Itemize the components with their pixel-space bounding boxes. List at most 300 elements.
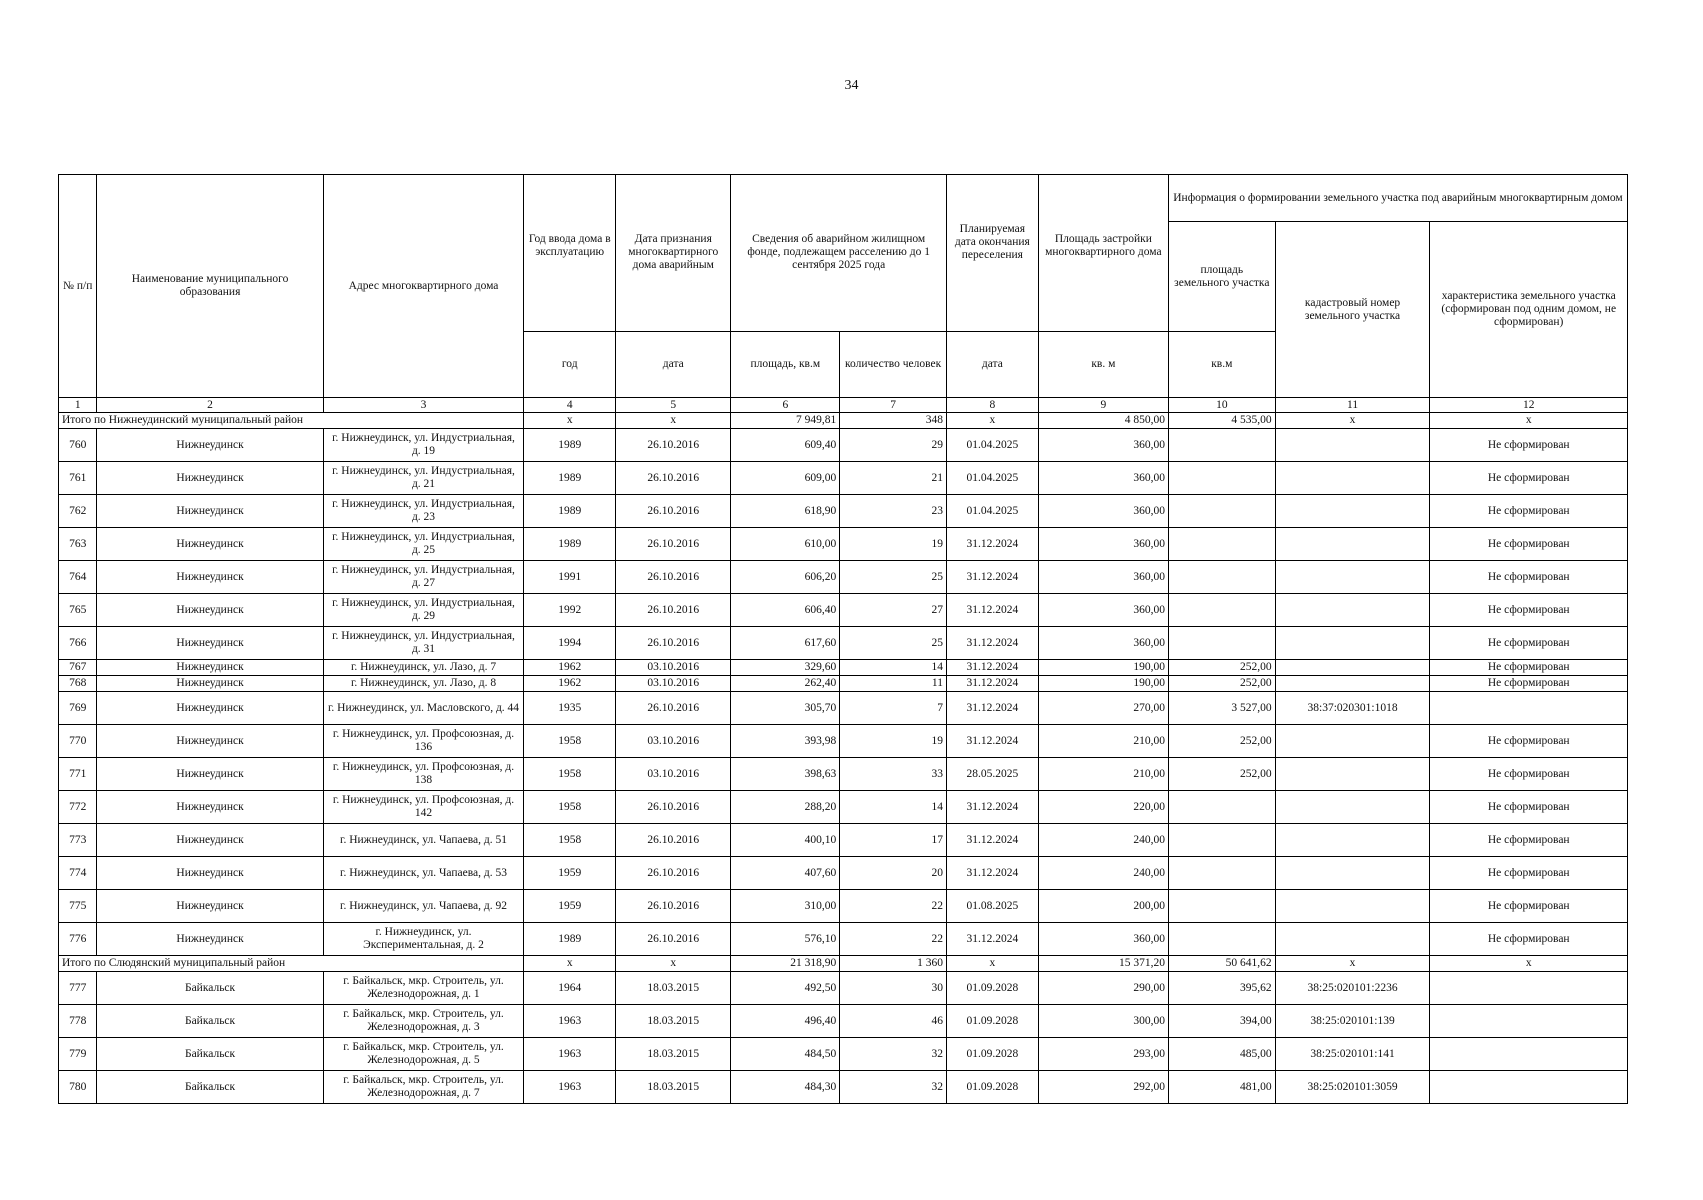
row-municipality: Нижнеудинск	[97, 561, 323, 594]
row-number: 770	[59, 725, 97, 758]
row-building-area: 293,00	[1038, 1038, 1168, 1071]
row-year: 1963	[524, 1005, 616, 1038]
table-row	[59, 594, 1628, 627]
row-land-area: 395,62	[1168, 972, 1275, 1005]
row-building-area: 360,00	[1038, 429, 1168, 462]
header-unit-people: количество человек	[840, 332, 947, 398]
row-number: 780	[59, 1071, 97, 1104]
row-cadastral	[1275, 627, 1430, 660]
row-land-char	[1430, 1005, 1628, 1038]
row-people: 33	[840, 758, 947, 791]
header-housing-info: Сведения об аварийном жилищном фонде, подлежащем расселению до 1 сентября 2025 года	[731, 175, 947, 332]
header-land-info: Информация о формировании земельного участка под аварийным многоквартирным домом	[1168, 175, 1627, 222]
row-area: 398,63	[731, 758, 840, 791]
row-land-area: 485,00	[1168, 1038, 1275, 1071]
row-planned-date: 31.12.2024	[946, 594, 1038, 627]
row-planned-date: 28.05.2025	[946, 758, 1038, 791]
total-build-area: 4 850,00	[1038, 413, 1168, 429]
total-date: x	[616, 413, 731, 429]
row-date: 26.10.2016	[616, 627, 731, 660]
row-building-area: 290,00	[1038, 972, 1168, 1005]
row-building-area: 360,00	[1038, 923, 1168, 956]
row-people: 11	[840, 676, 947, 692]
row-year: 1989	[524, 462, 616, 495]
row-year: 1962	[524, 676, 616, 692]
header-address: Адрес многоквартирного дома	[323, 175, 524, 398]
row-people: 32	[840, 1071, 947, 1104]
row-number: 763	[59, 528, 97, 561]
total-cadastral: x	[1275, 956, 1430, 972]
row-year: 1994	[524, 627, 616, 660]
row-people: 25	[840, 627, 947, 660]
row-date: 26.10.2016	[616, 692, 731, 725]
row-land-area: 252,00	[1168, 725, 1275, 758]
row-year: 1963	[524, 1038, 616, 1071]
row-planned-date: 01.09.2028	[946, 972, 1038, 1005]
row-municipality: Нижнеудинск	[97, 857, 323, 890]
total-area: 21 318,90	[731, 956, 840, 972]
row-people: 19	[840, 725, 947, 758]
row-year: 1959	[524, 857, 616, 890]
row-area: 262,40	[731, 676, 840, 692]
row-people: 46	[840, 1005, 947, 1038]
row-municipality: Нижнеудинск	[97, 923, 323, 956]
row-people: 20	[840, 857, 947, 890]
col-number: 10	[1168, 398, 1275, 413]
row-cadastral	[1275, 758, 1430, 791]
row-cadastral	[1275, 495, 1430, 528]
row-year: 1989	[524, 495, 616, 528]
row-municipality: Нижнеудинск	[97, 429, 323, 462]
row-people: 17	[840, 824, 947, 857]
row-address: г. Нижнеудинск, ул. Чапаева, д. 92	[323, 890, 524, 923]
row-cadastral	[1275, 429, 1430, 462]
row-number: 775	[59, 890, 97, 923]
row-municipality: Байкальск	[97, 1038, 323, 1071]
row-number: 774	[59, 857, 97, 890]
row-municipality: Нижнеудинск	[97, 791, 323, 824]
row-land-char: Не сформирован	[1430, 561, 1628, 594]
row-land-area: 481,00	[1168, 1071, 1275, 1104]
table-row	[59, 857, 1628, 890]
row-year: 1958	[524, 791, 616, 824]
row-address: г. Нижнеудинск, ул. Индустриальная, д. 19	[323, 429, 524, 462]
row-planned-date: 31.12.2024	[946, 824, 1038, 857]
emergency-housing-table	[58, 174, 1628, 1104]
row-area: 606,40	[731, 594, 840, 627]
row-year: 1989	[524, 429, 616, 462]
col-number: 8	[946, 398, 1038, 413]
row-land-area: 394,00	[1168, 1005, 1275, 1038]
row-land-char: Не сформирован	[1430, 824, 1628, 857]
row-land-area	[1168, 890, 1275, 923]
row-date: 26.10.2016	[616, 923, 731, 956]
row-land-area	[1168, 528, 1275, 561]
row-cadastral: 38:25:020101:141	[1275, 1038, 1430, 1071]
row-planned-date: 31.12.2024	[946, 692, 1038, 725]
row-date: 18.03.2015	[616, 972, 731, 1005]
row-land-area	[1168, 791, 1275, 824]
row-land-char: Не сформирован	[1430, 627, 1628, 660]
row-address: г. Нижнеудинск, ул. Индустриальная, д. 27	[323, 561, 524, 594]
row-area: 400,10	[731, 824, 840, 857]
row-year: 1989	[524, 528, 616, 561]
table-row	[59, 824, 1628, 857]
row-cadastral	[1275, 725, 1430, 758]
total-label: Итого по Слюдянский муниципальный район	[59, 956, 524, 972]
row-building-area: 210,00	[1038, 758, 1168, 791]
row-people: 27	[840, 594, 947, 627]
row-building-area: 360,00	[1038, 594, 1168, 627]
row-year: 1992	[524, 594, 616, 627]
header-building-area: Площадь застройки многоквартирного дома	[1038, 175, 1168, 332]
row-cadastral: 38:25:020101:3059	[1275, 1071, 1430, 1104]
row-people: 29	[840, 429, 947, 462]
row-municipality: Нижнеудинск	[97, 495, 323, 528]
row-planned-date: 31.12.2024	[946, 561, 1038, 594]
row-cadastral	[1275, 791, 1430, 824]
row-land-char: Не сформирован	[1430, 857, 1628, 890]
col-number: 12	[1430, 398, 1628, 413]
row-building-area: 292,00	[1038, 1071, 1168, 1104]
row-address: г. Нижнеудинск, ул. Чапаева, д. 53	[323, 857, 524, 890]
row-land-area	[1168, 594, 1275, 627]
row-people: 23	[840, 495, 947, 528]
row-municipality: Нижнеудинск	[97, 462, 323, 495]
total-land-area: 50 641,62	[1168, 956, 1275, 972]
row-number: 764	[59, 561, 97, 594]
row-planned-date: 31.12.2024	[946, 676, 1038, 692]
row-land-char: Не сформирован	[1430, 660, 1628, 676]
header-unit-date: дата	[616, 332, 731, 398]
row-date: 26.10.2016	[616, 561, 731, 594]
row-cadastral	[1275, 890, 1430, 923]
row-area: 492,50	[731, 972, 840, 1005]
row-municipality: Нижнеудинск	[97, 758, 323, 791]
row-number: 760	[59, 429, 97, 462]
row-land-area	[1168, 923, 1275, 956]
row-cadastral	[1275, 462, 1430, 495]
row-area: 576,10	[731, 923, 840, 956]
row-municipality: Нижнеудинск	[97, 594, 323, 627]
row-number: 765	[59, 594, 97, 627]
row-planned-date: 31.12.2024	[946, 791, 1038, 824]
row-date: 03.10.2016	[616, 676, 731, 692]
row-cadastral: 38:37:020301:1018	[1275, 692, 1430, 725]
row-planned-date: 31.12.2024	[946, 923, 1038, 956]
row-people: 14	[840, 660, 947, 676]
row-planned-date: 31.12.2024	[946, 627, 1038, 660]
row-area: 609,40	[731, 429, 840, 462]
table-row	[59, 676, 1628, 692]
total-cadastral: x	[1275, 413, 1430, 429]
row-building-area: 200,00	[1038, 890, 1168, 923]
row-address: г. Нижнеудинск, ул. Индустриальная, д. 25	[323, 528, 524, 561]
col-number: 7	[840, 398, 947, 413]
row-land-char: Не сформирован	[1430, 429, 1628, 462]
row-area: 484,30	[731, 1071, 840, 1104]
row-land-area	[1168, 857, 1275, 890]
row-number: 766	[59, 627, 97, 660]
row-municipality: Нижнеудинск	[97, 692, 323, 725]
table-row	[59, 890, 1628, 923]
row-address: г. Байкальск, мкр. Строитель, ул. Железнодорожная, д. 1	[323, 972, 524, 1005]
row-municipality: Нижнеудинск	[97, 676, 323, 692]
row-municipality: Нижнеудинск	[97, 528, 323, 561]
row-building-area: 360,00	[1038, 561, 1168, 594]
header-municipality: Наименование муниципального образования	[97, 175, 323, 398]
row-number: 767	[59, 660, 97, 676]
table-row	[59, 528, 1628, 561]
column-numbers-row	[59, 398, 1628, 413]
row-people: 30	[840, 972, 947, 1005]
row-address: г. Нижнеудинск, ул. Профсоюзная, д. 142	[323, 791, 524, 824]
row-date: 26.10.2016	[616, 462, 731, 495]
section-total-row	[59, 956, 1628, 972]
header-unit-date2: дата	[946, 332, 1038, 398]
row-building-area: 270,00	[1038, 692, 1168, 725]
row-address: г. Нижнеудинск, ул. Масловского, д. 44	[323, 692, 524, 725]
table-row	[59, 462, 1628, 495]
row-year: 1958	[524, 824, 616, 857]
row-land-char: Не сформирован	[1430, 923, 1628, 956]
row-area: 609,00	[731, 462, 840, 495]
total-char: x	[1430, 413, 1628, 429]
total-label: Итого по Нижнеудинский муниципальный район	[59, 413, 524, 429]
row-number: 771	[59, 758, 97, 791]
row-year: 1935	[524, 692, 616, 725]
row-municipality: Нижнеудинск	[97, 824, 323, 857]
table-row	[59, 923, 1628, 956]
row-area: 310,00	[731, 890, 840, 923]
total-planned: x	[946, 956, 1038, 972]
row-planned-date: 01.04.2025	[946, 429, 1038, 462]
row-planned-date: 01.04.2025	[946, 462, 1038, 495]
row-people: 25	[840, 561, 947, 594]
row-land-char: Не сформирован	[1430, 725, 1628, 758]
row-date: 18.03.2015	[616, 1038, 731, 1071]
row-municipality: Байкальск	[97, 972, 323, 1005]
table-body	[59, 413, 1628, 1104]
table-row	[59, 660, 1628, 676]
row-year: 1962	[524, 660, 616, 676]
row-planned-date: 31.12.2024	[946, 725, 1038, 758]
row-date: 03.10.2016	[616, 725, 731, 758]
row-cadastral	[1275, 561, 1430, 594]
row-cadastral: 38:25:020101:139	[1275, 1005, 1430, 1038]
row-address: г. Нижнеудинск, ул. Индустриальная, д. 21	[323, 462, 524, 495]
row-area: 606,20	[731, 561, 840, 594]
total-char: x	[1430, 956, 1628, 972]
row-area: 610,00	[731, 528, 840, 561]
row-people: 22	[840, 890, 947, 923]
row-year: 1991	[524, 561, 616, 594]
row-building-area: 210,00	[1038, 725, 1168, 758]
header-land-char: характеристика земельного участка (сформирован под одним домом, не сформирован)	[1430, 222, 1628, 398]
total-date: x	[616, 956, 731, 972]
row-people: 14	[840, 791, 947, 824]
row-date: 03.10.2016	[616, 758, 731, 791]
col-number: 2	[97, 398, 323, 413]
row-area: 288,20	[731, 791, 840, 824]
table-row	[59, 561, 1628, 594]
row-municipality: Байкальск	[97, 1071, 323, 1104]
col-number: 1	[59, 398, 97, 413]
row-area: 484,50	[731, 1038, 840, 1071]
header-cadastral: кадастровый номер земельного участка	[1275, 222, 1430, 398]
row-land-area: 252,00	[1168, 758, 1275, 791]
total-land-area: 4 535,00	[1168, 413, 1275, 429]
row-number: 762	[59, 495, 97, 528]
row-land-char	[1430, 1038, 1628, 1071]
row-land-char: Не сформирован	[1430, 528, 1628, 561]
row-date: 26.10.2016	[616, 857, 731, 890]
row-area: 393,98	[731, 725, 840, 758]
row-year: 1989	[524, 923, 616, 956]
row-planned-date: 01.09.2028	[946, 1005, 1038, 1038]
header-year-built: Год ввода дома в эксплуатацию	[524, 175, 616, 332]
table-row	[59, 495, 1628, 528]
row-cadastral	[1275, 857, 1430, 890]
row-land-area: 252,00	[1168, 676, 1275, 692]
row-land-area	[1168, 429, 1275, 462]
row-cadastral	[1275, 923, 1430, 956]
col-number: 11	[1275, 398, 1430, 413]
total-planned: x	[946, 413, 1038, 429]
row-building-area: 220,00	[1038, 791, 1168, 824]
row-planned-date: 31.12.2024	[946, 857, 1038, 890]
row-year: 1958	[524, 725, 616, 758]
row-cadastral	[1275, 594, 1430, 627]
row-land-area: 3 527,00	[1168, 692, 1275, 725]
row-building-area: 360,00	[1038, 495, 1168, 528]
row-cadastral	[1275, 660, 1430, 676]
row-address: г. Байкальск, мкр. Строитель, ул. Железнодорожная, д. 3	[323, 1005, 524, 1038]
row-planned-date: 01.04.2025	[946, 495, 1038, 528]
total-year: x	[524, 413, 616, 429]
row-municipality: Нижнеудинск	[97, 660, 323, 676]
row-land-char: Не сформирован	[1430, 495, 1628, 528]
header-unit-area: площадь, кв.м	[731, 332, 840, 398]
row-year: 1963	[524, 1071, 616, 1104]
row-number: 769	[59, 692, 97, 725]
row-address: г. Нижнеудинск, ул. Экспериментальная, д. 2	[323, 923, 524, 956]
row-date: 26.10.2016	[616, 594, 731, 627]
col-number: 6	[731, 398, 840, 413]
row-people: 22	[840, 923, 947, 956]
row-people: 19	[840, 528, 947, 561]
row-date: 26.10.2016	[616, 528, 731, 561]
row-building-area: 240,00	[1038, 824, 1168, 857]
row-date: 26.10.2016	[616, 791, 731, 824]
total-people: 1 360	[840, 956, 947, 972]
row-number: 772	[59, 791, 97, 824]
row-building-area: 360,00	[1038, 462, 1168, 495]
col-number: 5	[616, 398, 731, 413]
header-date-recognized: Дата признания многоквартирного дома аварийным	[616, 175, 731, 332]
row-building-area: 360,00	[1038, 627, 1168, 660]
row-date: 26.10.2016	[616, 429, 731, 462]
row-date: 18.03.2015	[616, 1005, 731, 1038]
row-cadastral: 38:25:020101:2236	[1275, 972, 1430, 1005]
row-date: 03.10.2016	[616, 660, 731, 676]
row-year: 1964	[524, 972, 616, 1005]
header-unit-kvm2: кв.м	[1168, 332, 1275, 398]
table-row	[59, 429, 1628, 462]
table-row	[59, 791, 1628, 824]
total-people: 348	[840, 413, 947, 429]
table-row	[59, 1071, 1628, 1104]
row-building-area: 190,00	[1038, 660, 1168, 676]
table-row	[59, 725, 1628, 758]
row-land-area	[1168, 495, 1275, 528]
row-people: 7	[840, 692, 947, 725]
table-row	[59, 972, 1628, 1005]
row-number: 773	[59, 824, 97, 857]
row-address: г. Нижнеудинск, ул. Чапаева, д. 51	[323, 824, 524, 857]
row-land-char: Не сформирован	[1430, 758, 1628, 791]
row-planned-date: 31.12.2024	[946, 528, 1038, 561]
row-address: г. Нижнеудинск, ул. Индустриальная, д. 29	[323, 594, 524, 627]
table-row	[59, 1038, 1628, 1071]
row-address: г. Байкальск, мкр. Строитель, ул. Железнодорожная, д. 7	[323, 1071, 524, 1104]
row-planned-date: 01.09.2028	[946, 1071, 1038, 1104]
table-row	[59, 758, 1628, 791]
row-number: 776	[59, 923, 97, 956]
row-cadastral	[1275, 824, 1430, 857]
row-building-area: 360,00	[1038, 528, 1168, 561]
total-year: x	[524, 956, 616, 972]
row-address: г. Нижнеудинск, ул. Профсоюзная, д. 136	[323, 725, 524, 758]
row-area: 305,70	[731, 692, 840, 725]
row-land-char: Не сформирован	[1430, 791, 1628, 824]
row-area: 329,60	[731, 660, 840, 676]
row-municipality: Нижнеудинск	[97, 725, 323, 758]
row-cadastral	[1275, 676, 1430, 692]
row-land-char	[1430, 1071, 1628, 1104]
row-land-area: 252,00	[1168, 660, 1275, 676]
row-address: г. Нижнеудинск, ул. Лазо, д. 8	[323, 676, 524, 692]
row-land-char: Не сформирован	[1430, 462, 1628, 495]
row-number: 779	[59, 1038, 97, 1071]
row-area: 617,60	[731, 627, 840, 660]
row-land-area	[1168, 462, 1275, 495]
row-land-char: Не сформирован	[1430, 594, 1628, 627]
col-number: 3	[323, 398, 524, 413]
row-building-area: 190,00	[1038, 676, 1168, 692]
row-land-char: Не сформирован	[1430, 890, 1628, 923]
row-address: г. Нижнеудинск, ул. Лазо, д. 7	[323, 660, 524, 676]
header-unit-kvm: кв. м	[1038, 332, 1168, 398]
row-municipality: Нижнеудинск	[97, 890, 323, 923]
col-number: 9	[1038, 398, 1168, 413]
header-planned-date: Планируемая дата окончания переселения	[946, 175, 1038, 332]
row-area: 618,90	[731, 495, 840, 528]
row-land-char: Не сформирован	[1430, 676, 1628, 692]
table-row	[59, 1005, 1628, 1038]
row-date: 18.03.2015	[616, 1071, 731, 1104]
row-address: г. Нижнеудинск, ул. Индустриальная, д. 31	[323, 627, 524, 660]
row-people: 21	[840, 462, 947, 495]
row-number: 761	[59, 462, 97, 495]
table-row	[59, 692, 1628, 725]
row-planned-date: 01.08.2025	[946, 890, 1038, 923]
row-land-char	[1430, 692, 1628, 725]
row-area: 496,40	[731, 1005, 840, 1038]
header-unit-year: год	[524, 332, 616, 398]
row-building-area: 240,00	[1038, 857, 1168, 890]
row-land-area	[1168, 627, 1275, 660]
